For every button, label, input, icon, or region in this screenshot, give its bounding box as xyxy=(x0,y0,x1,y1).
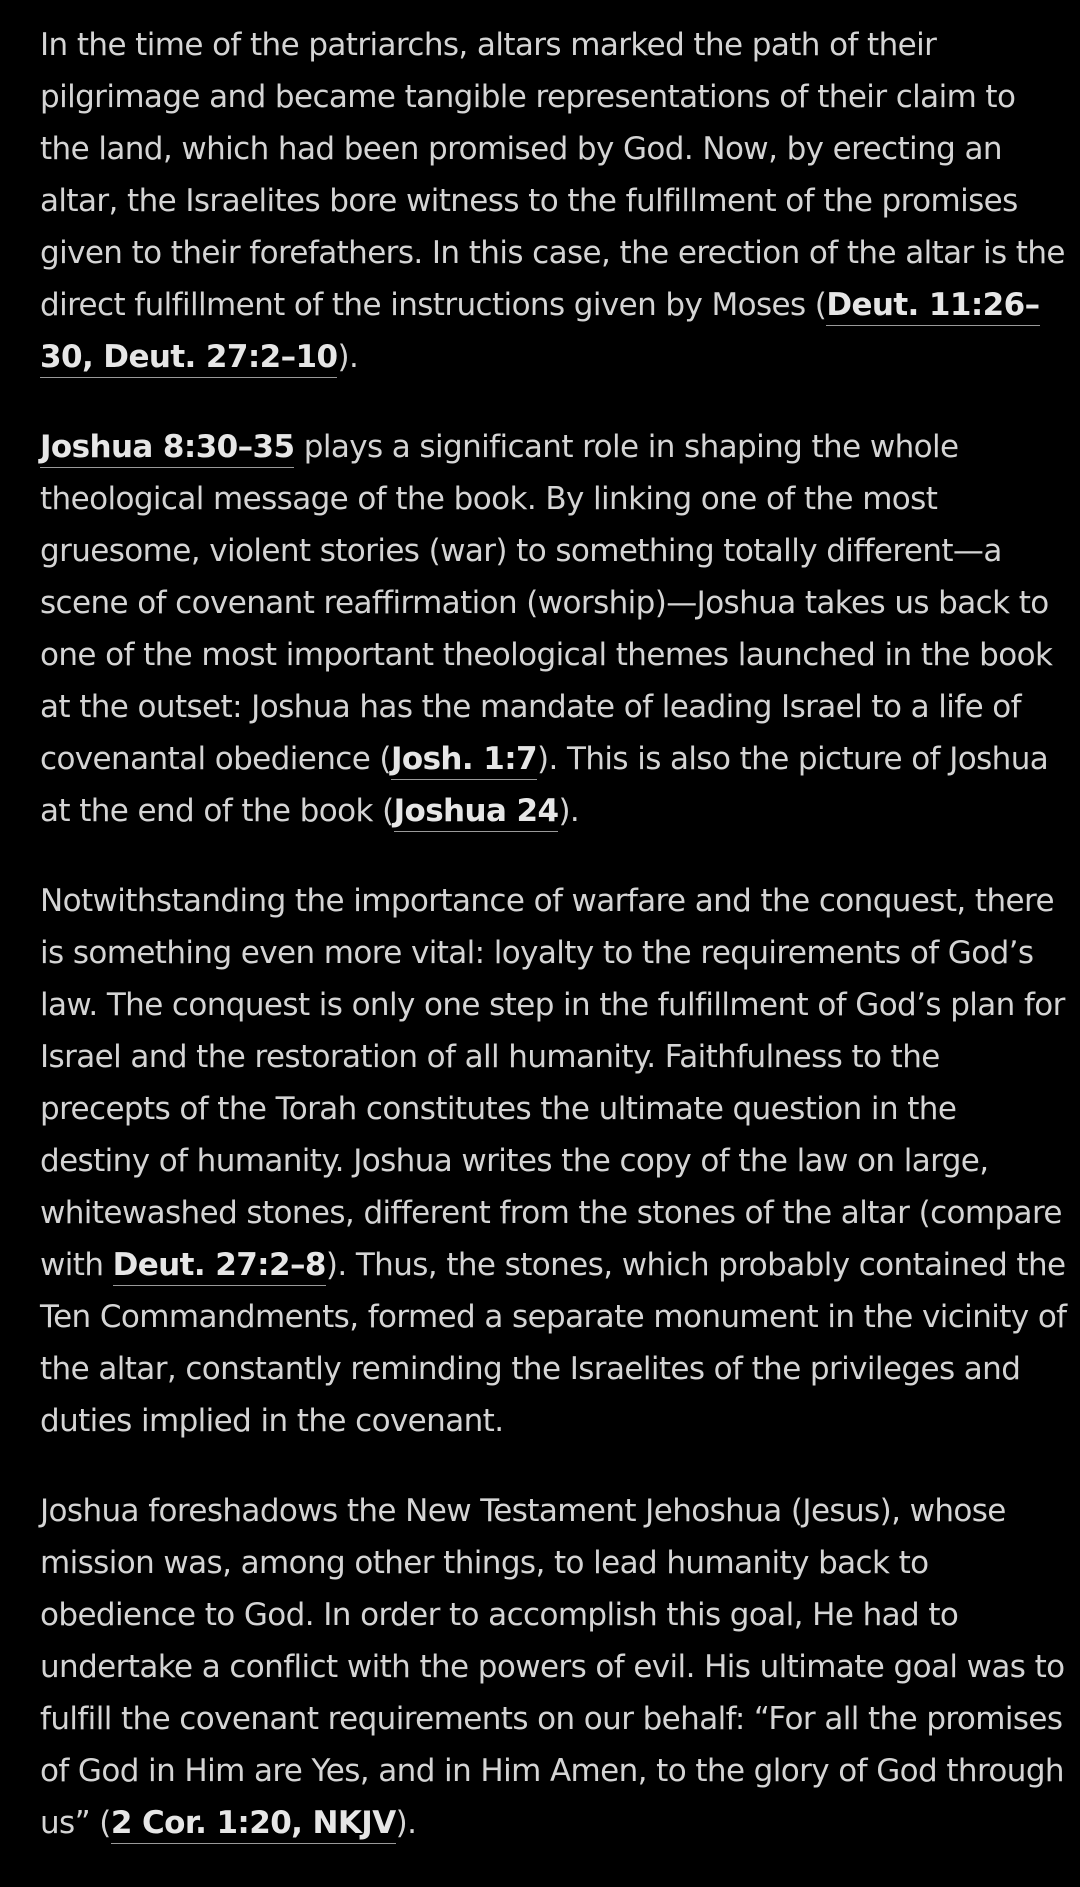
scripture-link-josh-1-7[interactable]: Josh. 1:7 xyxy=(391,741,537,780)
paragraph-text: ). Thus, the stones, which probably contained the Ten Commandments, formed a separate monument in the vicinity of the altar, constantly reminding the Israelites of the privileges and duties implied in the covenant. xyxy=(40,1247,1067,1439)
paragraph-text: ). This is also the picture of Joshua at the end of the book ( xyxy=(40,741,1049,829)
paragraph-patriarch-altars xyxy=(40,19,1070,383)
paragraph-text: ). xyxy=(395,1805,417,1841)
paragraph-loyalty-to-law xyxy=(40,875,1070,1447)
scripture-link-joshua-24[interactable]: Joshua 24 xyxy=(394,793,559,832)
paragraph-text: ). xyxy=(558,793,580,829)
paragraph-text: ). xyxy=(337,339,359,375)
paragraph-text: Notwithstanding the importance of warfare and the conquest, there is something even more vital: loyalty to the requirements of God’s law. The conquest is only one step in the fulfillment of God’s plan for Israel and the restoration of all humanity. Faithfulness to the precepts of the Torah constitutes the ultimate question in the destiny of humanity. Joshua writes the copy of the law on large, whitewashed stones, different from the stones of the altar (compare with xyxy=(40,883,1065,1283)
article-body xyxy=(40,19,1070,1887)
paragraph-theological-message xyxy=(40,421,1070,837)
scripture-link-joshua-8-30[interactable]: Joshua 8:30–35 xyxy=(40,429,294,468)
scripture-link-2-cor-1-20[interactable]: 2 Cor. 1:20, NKJV xyxy=(111,1805,396,1844)
scripture-link-deut-11-26[interactable]: Deut. 11:26–30, Deut. 27:2–10 xyxy=(40,287,1040,378)
paragraph-text: Joshua foreshadows the New Testament Jehoshua (Jesus), whose mission was, among other things, to lead humanity back to obedience to God. In order to accomplish this goal, He had to undertake a conflict with the powers of evil. His ultimate goal was to fulfill the covenant requirements on our behalf: “For all the promises of God in Him are Yes, and in Him Amen, to the glory of God through us” ( xyxy=(40,1493,1065,1841)
scripture-link-deut-27-2[interactable]: Deut. 27:2–8 xyxy=(113,1247,326,1286)
paragraph-text: plays a significant role in shaping the whole theological message of the book. By linking one of the most gruesome, violent stories (war) to something totally different—a scene of covenant reaffirmation (worship)—Joshua takes us back to one of the most important theological themes launched in the book at the outset: Joshua has the mandate of leading Israel to a life of covenantal obedience ( xyxy=(40,429,1053,777)
paragraph-text: In the time of the patriarchs, altars marked the path of their pilgrimage and became tangible representations of their claim to the land, which had been promised by God. Now, by erecting an altar, the Israelites bore witness to the fulfillment of the promises given to their forefathers. In this case, the erection of the altar is the direct fulfillment of the instructions given by Moses ( xyxy=(40,27,1065,323)
paragraph-jehoshua xyxy=(40,1485,1070,1849)
